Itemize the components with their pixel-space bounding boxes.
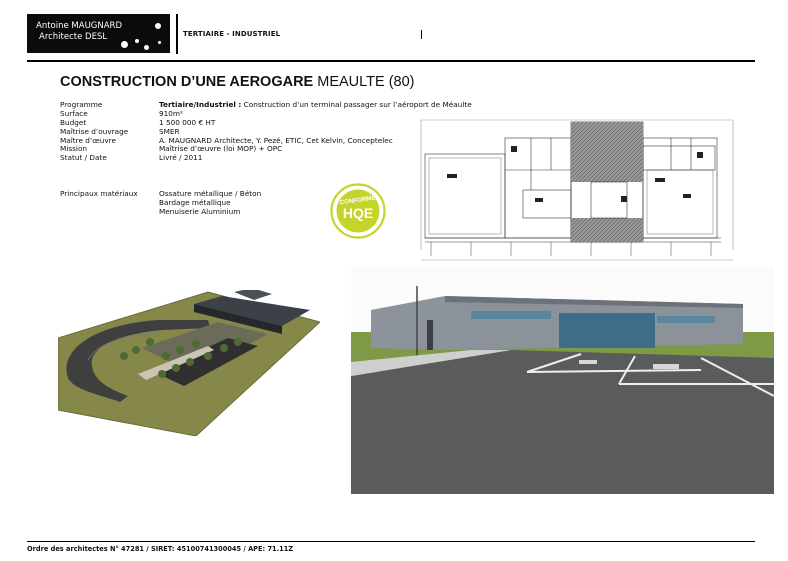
header-tick	[421, 30, 422, 39]
hqe-badge-label: HQE	[342, 205, 374, 221]
floor-plan-drawing	[411, 110, 747, 266]
info-value: A. MAUGNARD Architecte, Y. Pezé, ETIC, Cet Kelvin, Conceptelec	[159, 135, 393, 145]
materials-label: Principaux matériaux	[60, 189, 138, 198]
footer-registration: Ordre des architectes N° 47281 / SIRET: 45100741300045 / APE: 71.11Z	[27, 545, 294, 553]
logo-dot	[158, 41, 161, 44]
title-main: CONSTRUCTION D’UNE AEROGARE	[60, 74, 314, 90]
info-value: 1 500 000 € HT	[159, 117, 216, 127]
info-value-bold: Tertiaire/Industriel :	[159, 100, 242, 109]
info-value: Livré / 2011	[159, 153, 203, 163]
hqe-badge-top: CONFORME	[339, 194, 377, 207]
header-divider	[176, 14, 178, 54]
info-key: Maîtrise d’ouvrage	[60, 126, 129, 136]
info-value: Maîtrise d’œuvre (loi MOP) + OPC	[159, 144, 283, 154]
info-key: Maître d’œuvre	[60, 135, 116, 145]
logo-name: Antoine MAUGNARD	[36, 21, 122, 31]
info-key: Statut / Date	[60, 153, 107, 163]
page-title	[60, 74, 415, 90]
material-item: Menuiserie Aluminium	[159, 206, 241, 216]
plan-hatch-north	[571, 122, 643, 182]
logo-title: Architecte DESL	[39, 32, 108, 42]
material-item: Bardage métallique	[159, 197, 231, 207]
info-key: Surface	[60, 108, 88, 118]
material-item: Ossature métallique / Béton	[159, 189, 262, 198]
info-value-text: Construction d’un terminal passager sur l’aéroport de Méaulte	[241, 100, 472, 109]
logo-dot	[121, 41, 128, 48]
info-value	[159, 101, 472, 110]
hqe-badge	[330, 183, 386, 239]
info-key: Budget	[60, 117, 87, 127]
info-key: Mission	[60, 144, 88, 154]
logo-dot	[155, 23, 161, 29]
header-rule	[27, 60, 755, 62]
materials-list	[159, 190, 261, 217]
logo-dot	[135, 39, 139, 43]
info-key: Programme	[60, 100, 103, 109]
architect-logo	[27, 14, 170, 53]
title-location: MEAULTE (80)	[313, 74, 415, 90]
info-value: SMER	[159, 126, 180, 136]
footer-rule	[27, 541, 755, 542]
building-photo	[351, 266, 774, 494]
plan-hatch-south	[571, 218, 643, 242]
photo-entrance	[559, 313, 655, 348]
site-render-image	[58, 290, 320, 436]
info-value: 910m²	[159, 108, 183, 118]
logo-dot	[144, 45, 149, 50]
project-category: TERTIAIRE - INDUSTRIEL	[183, 30, 281, 38]
